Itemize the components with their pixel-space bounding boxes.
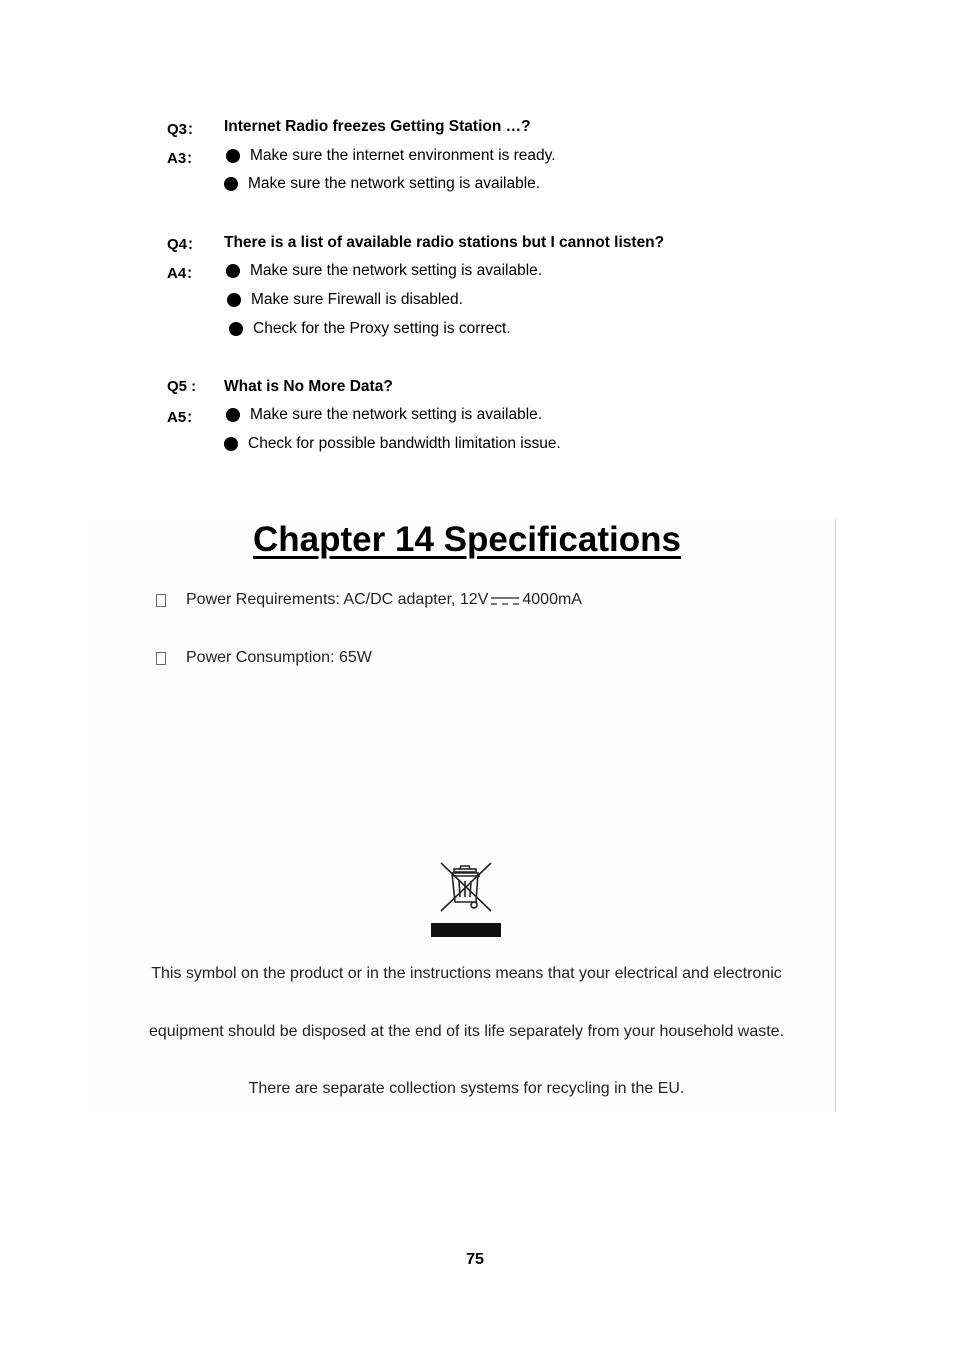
a5-answer-2	[224, 435, 561, 453]
spec-power-requirements	[156, 591, 582, 609]
a5-answer-1-text: Make sure the network setting is available.	[250, 406, 543, 423]
spec-power-consumption-text: Power Consumption: 65W	[186, 649, 372, 666]
bullet-icon	[224, 177, 238, 191]
chapter-title: Chapter 14 Specifications	[253, 520, 681, 559]
a4-answer-1	[226, 262, 542, 280]
a4-answer-1-text: Make sure the network setting is available.	[250, 262, 543, 279]
a3-answer-2-text: Make sure the network setting is available.	[248, 175, 541, 192]
bullet-icon	[227, 293, 241, 307]
bullet-icon	[226, 408, 240, 422]
q3-question: Internet Radio freezes Getting Station …?	[224, 118, 531, 135]
q4-question: There is a list of available radio stations but I cannot listen?	[224, 234, 665, 251]
checkbox-square-icon	[156, 652, 166, 665]
a3-answer-1-text: Make sure the internet environment is ready.	[250, 147, 556, 164]
spec-power-requirements-current: 4000mA	[522, 591, 582, 608]
page-number: 75	[466, 1251, 484, 1268]
bullet-icon	[229, 322, 243, 336]
a4-answer-3	[229, 320, 511, 338]
q3-label: Q3：	[167, 121, 203, 138]
a5-label: A5：	[167, 409, 202, 426]
spec-power-requirements-text: Power Requirements: AC/DC adapter, 12V	[186, 591, 489, 608]
weee-notice-line-2: equipment should be disposed at the end of its life separately from your household waste.	[148, 1023, 785, 1040]
bullet-icon	[226, 149, 240, 163]
checkbox-square-icon	[156, 594, 166, 607]
a4-answer-2-text: Make sure Firewall is disabled.	[251, 291, 463, 308]
q5-label: Q5 :	[167, 378, 197, 395]
a4-label: A4：	[167, 265, 202, 282]
a3-answer-2	[224, 175, 540, 193]
weee-notice-line-3: There are separate collection systems for recycling in the EU.	[248, 1080, 685, 1097]
spec-power-consumption	[156, 649, 372, 667]
a3-answer-1	[226, 147, 556, 165]
crossed-out-wheelie-bin-icon	[430, 860, 502, 940]
dc-current-symbol-icon	[491, 596, 519, 606]
a4-answer-2	[227, 291, 463, 309]
a4-answer-3-text: Check for the Proxy setting is correct.	[253, 320, 511, 337]
a3-label: A3：	[167, 150, 202, 167]
q4-label: Q4：	[167, 236, 203, 253]
a5-answer-2-text: Check for possible bandwidth limitation issue.	[248, 435, 561, 452]
a5-answer-1	[226, 406, 542, 424]
weee-notice-line-1: This symbol on the product or in the instructions means that your electrical and electronic	[151, 965, 782, 982]
q5-question: What is No More Data?	[224, 378, 393, 395]
bullet-icon	[226, 264, 240, 278]
bullet-icon	[224, 437, 238, 451]
